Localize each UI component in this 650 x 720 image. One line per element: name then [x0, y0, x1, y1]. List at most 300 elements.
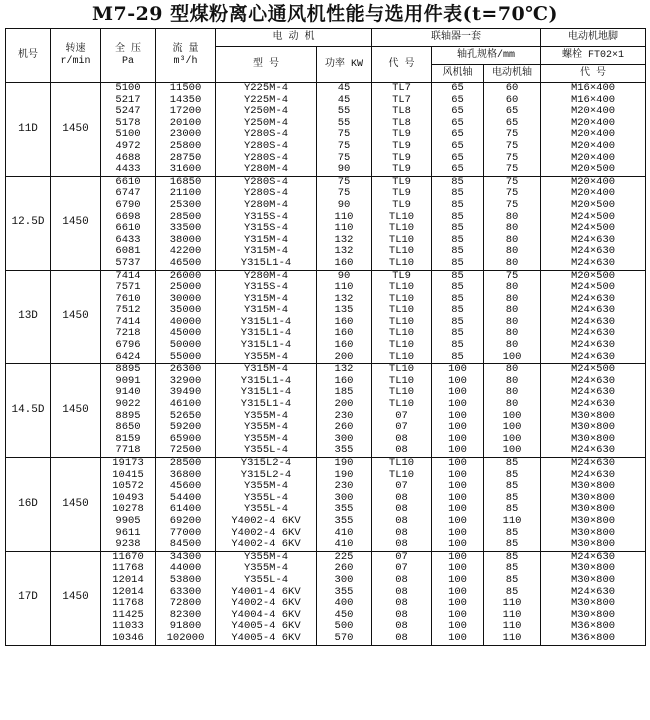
- flow-cell: 26300: [156, 364, 216, 376]
- motor-type-cell: Y315M-4: [216, 246, 317, 258]
- motor-power-cell: 190: [317, 470, 372, 482]
- flow-cell: 46100: [156, 399, 216, 411]
- motor-type-cell: Y280M-4: [216, 270, 317, 282]
- motor-power-cell: 75: [317, 176, 372, 188]
- header-pressure-label: 全 压: [114, 43, 141, 55]
- motor-type-cell: Y280M-4: [216, 200, 317, 212]
- motor-shaft-cell: 85: [484, 528, 541, 540]
- flow-cell: 25800: [156, 141, 216, 153]
- fan-shaft-cell: 100: [432, 633, 484, 645]
- bolt-code-cell: M24×500: [541, 223, 646, 235]
- bolt-code-cell: M24×630: [541, 258, 646, 270]
- motor-type-cell: Y315L1-4: [216, 328, 317, 340]
- motor-type-cell: Y315M-4: [216, 235, 317, 247]
- bolt-code-cell: M24×630: [541, 294, 646, 306]
- table-row: [6, 493, 646, 505]
- pressure-cell: 11670: [101, 551, 156, 563]
- coupling-code-cell: TL10: [372, 212, 432, 224]
- motor-shaft-cell: 80: [484, 223, 541, 235]
- table-row: [6, 352, 646, 364]
- coupling-code-cell: 08: [372, 504, 432, 516]
- header-coupling-code: 代 号: [372, 47, 432, 83]
- pressure-cell: 8159: [101, 434, 156, 446]
- motor-shaft-cell: 85: [484, 458, 541, 470]
- fan-shaft-cell: 100: [432, 493, 484, 505]
- table-row: [6, 575, 646, 587]
- pressure-cell: 9091: [101, 376, 156, 388]
- pressure-cell: 6747: [101, 188, 156, 200]
- motor-type-cell: Y315L1-4: [216, 387, 317, 399]
- motor-type-cell: Y315L1-4: [216, 258, 317, 270]
- pressure-cell: 6610: [101, 176, 156, 188]
- motor-type-cell: Y315L1-4: [216, 376, 317, 388]
- motor-shaft-cell: 75: [484, 153, 541, 165]
- flow-cell: 31600: [156, 164, 216, 176]
- bolt-code-cell: M24×630: [541, 458, 646, 470]
- motor-shaft-cell: 110: [484, 633, 541, 645]
- motor-type-cell: Y355M-4: [216, 563, 317, 575]
- fan-shaft-cell: 100: [432, 376, 484, 388]
- table-row: [6, 445, 646, 457]
- pressure-cell: 7512: [101, 305, 156, 317]
- table-row: [6, 587, 646, 599]
- flow-cell: 102000: [156, 633, 216, 645]
- motor-shaft-cell: 75: [484, 176, 541, 188]
- motor-shaft-cell: 85: [484, 563, 541, 575]
- pressure-cell: 4688: [101, 153, 156, 165]
- table-row: [6, 516, 646, 528]
- motor-shaft-cell: 85: [484, 493, 541, 505]
- bolt-code-cell: M30×800: [541, 411, 646, 423]
- motor-type-cell: Y4005-4 6KV: [216, 621, 317, 633]
- pressure-cell: 12014: [101, 575, 156, 587]
- motor-shaft-cell: 75: [484, 200, 541, 212]
- fan-shaft-cell: 85: [432, 246, 484, 258]
- bolt-code-cell: M24×630: [541, 376, 646, 388]
- flow-cell: 53800: [156, 575, 216, 587]
- fan-shaft-cell: 100: [432, 610, 484, 622]
- table-row: [6, 633, 646, 645]
- flow-cell: 82300: [156, 610, 216, 622]
- table-body: [6, 83, 646, 646]
- motor-shaft-cell: 75: [484, 188, 541, 200]
- fan-shaft-cell: 85: [432, 340, 484, 352]
- bolt-code-cell: M20×500: [541, 270, 646, 282]
- table-row: [6, 153, 646, 165]
- motor-power-cell: 160: [317, 328, 372, 340]
- page-title: M7-29 型煤粉离心通风机性能与选用件表(t=70℃): [91, 3, 559, 25]
- motor-shaft-cell: 60: [484, 83, 541, 95]
- coupling-code-cell: TL10: [372, 305, 432, 317]
- motor-type-cell: Y280M-4: [216, 164, 317, 176]
- fan-shaft-cell: 65: [432, 83, 484, 95]
- fan-shaft-cell: 100: [432, 458, 484, 470]
- fan-shaft-cell: 85: [432, 328, 484, 340]
- pressure-cell: 6610: [101, 223, 156, 235]
- motor-power-cell: 132: [317, 294, 372, 306]
- motor-shaft-cell: 80: [484, 246, 541, 258]
- flow-cell: 38000: [156, 235, 216, 247]
- motor-type-cell: Y4005-4 6KV: [216, 633, 317, 645]
- pressure-cell: 10278: [101, 504, 156, 516]
- pressure-cell: 10493: [101, 493, 156, 505]
- pressure-cell: 8650: [101, 422, 156, 434]
- motor-power-cell: 160: [317, 376, 372, 388]
- motor-shaft-cell: 80: [484, 235, 541, 247]
- motor-power-cell: 55: [317, 118, 372, 130]
- coupling-code-cell: TL10: [372, 328, 432, 340]
- flow-cell: 20100: [156, 118, 216, 130]
- pressure-cell: 10572: [101, 481, 156, 493]
- motor-type-cell: Y355M-4: [216, 434, 317, 446]
- coupling-code-cell: 07: [372, 563, 432, 575]
- flow-cell: 46500: [156, 258, 216, 270]
- fan-shaft-cell: 85: [432, 176, 484, 188]
- motor-shaft-cell: 80: [484, 294, 541, 306]
- model-cell: 17D: [6, 551, 51, 645]
- bolt-code-cell: M30×800: [541, 610, 646, 622]
- motor-power-cell: 410: [317, 539, 372, 551]
- motor-power-cell: 160: [317, 258, 372, 270]
- bolt-code-cell: M20×500: [541, 164, 646, 176]
- coupling-code-cell: TL10: [372, 387, 432, 399]
- table-row: [6, 188, 646, 200]
- header-bolt: 电动机地脚: [541, 29, 646, 47]
- fan-shaft-cell: 100: [432, 587, 484, 599]
- motor-power-cell: 500: [317, 621, 372, 633]
- fan-shaft-cell: 100: [432, 528, 484, 540]
- flow-cell: 55000: [156, 352, 216, 364]
- pressure-cell: 9238: [101, 539, 156, 551]
- fan-shaft-cell: 100: [432, 364, 484, 376]
- table-row: [6, 340, 646, 352]
- coupling-code-cell: 08: [372, 575, 432, 587]
- pressure-cell: 11768: [101, 598, 156, 610]
- motor-power-cell: 75: [317, 141, 372, 153]
- table-row: [6, 129, 646, 141]
- motor-power-cell: 132: [317, 246, 372, 258]
- coupling-code-cell: TL10: [372, 246, 432, 258]
- fan-shaft-cell: 100: [432, 399, 484, 411]
- pressure-cell: 7571: [101, 282, 156, 294]
- flow-cell: 54400: [156, 493, 216, 505]
- coupling-code-cell: 08: [372, 633, 432, 645]
- motor-power-cell: 185: [317, 387, 372, 399]
- pressure-cell: 8895: [101, 364, 156, 376]
- coupling-code-cell: TL9: [372, 129, 432, 141]
- motor-shaft-cell: 80: [484, 317, 541, 329]
- motor-type-cell: Y315L1-4: [216, 399, 317, 411]
- motor-type-cell: Y280S-4: [216, 141, 317, 153]
- motor-power-cell: 410: [317, 528, 372, 540]
- flow-cell: 35000: [156, 305, 216, 317]
- speed-cell: 1450: [51, 176, 101, 270]
- header-flow: [156, 29, 216, 83]
- motor-shaft-cell: 75: [484, 129, 541, 141]
- flow-cell: 45600: [156, 481, 216, 493]
- flow-cell: 91800: [156, 621, 216, 633]
- motor-power-cell: 132: [317, 235, 372, 247]
- bolt-code-cell: M30×800: [541, 493, 646, 505]
- bolt-code-cell: M30×800: [541, 481, 646, 493]
- motor-power-cell: 160: [317, 340, 372, 352]
- header-pressure-unit: Pa: [121, 55, 134, 67]
- fan-shaft-cell: 100: [432, 470, 484, 482]
- pressure-cell: 9140: [101, 387, 156, 399]
- pressure-cell: 6790: [101, 200, 156, 212]
- flow-cell: 72500: [156, 445, 216, 457]
- coupling-code-cell: TL10: [372, 458, 432, 470]
- motor-shaft-cell: 110: [484, 516, 541, 528]
- fan-shaft-cell: 85: [432, 188, 484, 200]
- motor-shaft-cell: 60: [484, 95, 541, 107]
- bolt-code-cell: M36×800: [541, 621, 646, 633]
- speed-cell: 1450: [51, 364, 101, 458]
- motor-type-cell: Y355M-4: [216, 481, 317, 493]
- flow-cell: 30000: [156, 294, 216, 306]
- performance-table: [5, 28, 646, 646]
- flow-cell: 34300: [156, 551, 216, 563]
- motor-power-cell: 45: [317, 83, 372, 95]
- coupling-code-cell: TL10: [372, 470, 432, 482]
- flow-cell: 28500: [156, 212, 216, 224]
- coupling-code-cell: TL8: [372, 106, 432, 118]
- motor-shaft-cell: 80: [484, 364, 541, 376]
- motor-shaft-cell: 80: [484, 212, 541, 224]
- motor-type-cell: Y4004-4 6KV: [216, 610, 317, 622]
- table-row: [6, 364, 646, 376]
- table-row: [6, 563, 646, 575]
- flow-cell: 45000: [156, 328, 216, 340]
- bolt-code-cell: M16×400: [541, 83, 646, 95]
- table-row: [6, 481, 646, 493]
- motor-shaft-cell: 80: [484, 399, 541, 411]
- coupling-code-cell: 08: [372, 539, 432, 551]
- pressure-cell: 19173: [101, 458, 156, 470]
- motor-type-cell: Y315S-4: [216, 223, 317, 235]
- table-row: [6, 294, 646, 306]
- bolt-code-cell: M30×800: [541, 516, 646, 528]
- pressure-cell: 5100: [101, 83, 156, 95]
- speed-cell: 1450: [51, 551, 101, 645]
- fan-shaft-cell: 65: [432, 141, 484, 153]
- bolt-code-cell: M24×630: [541, 340, 646, 352]
- motor-power-cell: 355: [317, 504, 372, 516]
- table-row: [6, 83, 646, 95]
- fan-shaft-cell: 85: [432, 258, 484, 270]
- pressure-cell: 11768: [101, 563, 156, 575]
- fan-shaft-cell: 100: [432, 575, 484, 587]
- flow-cell: 21100: [156, 188, 216, 200]
- header-motor-type: 型 号: [216, 47, 317, 83]
- motor-power-cell: 45: [317, 95, 372, 107]
- coupling-code-cell: 08: [372, 493, 432, 505]
- motor-power-cell: 90: [317, 200, 372, 212]
- header-speed: [51, 29, 101, 83]
- pressure-cell: 7218: [101, 328, 156, 340]
- coupling-code-cell: 08: [372, 621, 432, 633]
- motor-type-cell: Y4002-4 6KV: [216, 598, 317, 610]
- table-row: [6, 387, 646, 399]
- table-row: [6, 235, 646, 247]
- motor-power-cell: 355: [317, 587, 372, 599]
- bolt-code-cell: M20×400: [541, 153, 646, 165]
- motor-shaft-cell: 85: [484, 575, 541, 587]
- flow-cell: 17200: [156, 106, 216, 118]
- bolt-code-cell: M20×400: [541, 141, 646, 153]
- bolt-code-cell: M30×800: [541, 504, 646, 516]
- bolt-code-cell: M16×400: [541, 95, 646, 107]
- table-row: [6, 504, 646, 516]
- pressure-cell: 8895: [101, 411, 156, 423]
- motor-type-cell: Y355M-4: [216, 411, 317, 423]
- fan-shaft-cell: 100: [432, 539, 484, 551]
- flow-cell: 28750: [156, 153, 216, 165]
- flow-cell: 63300: [156, 587, 216, 599]
- flow-cell: 52650: [156, 411, 216, 423]
- coupling-code-cell: 07: [372, 411, 432, 423]
- motor-type-cell: Y355M-4: [216, 551, 317, 563]
- pressure-cell: 6424: [101, 352, 156, 364]
- motor-shaft-cell: 85: [484, 481, 541, 493]
- bolt-code-cell: M30×800: [541, 434, 646, 446]
- table-row: [6, 598, 646, 610]
- motor-type-cell: Y280S-4: [216, 153, 317, 165]
- bolt-code-cell: M30×800: [541, 575, 646, 587]
- fan-shaft-cell: 100: [432, 621, 484, 633]
- motor-power-cell: 160: [317, 317, 372, 329]
- table-row: [6, 422, 646, 434]
- coupling-code-cell: 07: [372, 551, 432, 563]
- pressure-cell: 4433: [101, 164, 156, 176]
- header-motor: 电 动 机: [216, 29, 372, 47]
- table-row: [6, 246, 646, 258]
- fan-shaft-cell: 85: [432, 200, 484, 212]
- flow-cell: 23000: [156, 129, 216, 141]
- flow-cell: 36800: [156, 470, 216, 482]
- motor-shaft-cell: 80: [484, 387, 541, 399]
- header-pressure: [101, 29, 156, 83]
- motor-type-cell: Y315L2-4: [216, 458, 317, 470]
- motor-power-cell: 230: [317, 411, 372, 423]
- coupling-code-cell: TL10: [372, 258, 432, 270]
- coupling-code-cell: 08: [372, 434, 432, 446]
- bolt-code-cell: M20×400: [541, 106, 646, 118]
- motor-power-cell: 75: [317, 153, 372, 165]
- motor-power-cell: 110: [317, 282, 372, 294]
- bolt-code-cell: M24×500: [541, 212, 646, 224]
- table-row: [6, 610, 646, 622]
- table-row: [6, 305, 646, 317]
- flow-cell: 65900: [156, 434, 216, 446]
- pressure-cell: 4972: [101, 141, 156, 153]
- coupling-code-cell: 08: [372, 598, 432, 610]
- fan-shaft-cell: 100: [432, 551, 484, 563]
- fan-shaft-cell: 85: [432, 223, 484, 235]
- motor-power-cell: 300: [317, 575, 372, 587]
- coupling-code-cell: TL7: [372, 95, 432, 107]
- bolt-code-cell: M30×800: [541, 539, 646, 551]
- header-motor-shaft: 电动机轴: [484, 65, 541, 83]
- flow-cell: 16850: [156, 176, 216, 188]
- fan-shaft-cell: 85: [432, 352, 484, 364]
- pressure-cell: 6698: [101, 212, 156, 224]
- motor-type-cell: Y315S-4: [216, 282, 317, 294]
- motor-shaft-cell: 85: [484, 539, 541, 551]
- bolt-code-cell: M30×800: [541, 563, 646, 575]
- header-bore: 轴孔规格/mm: [432, 47, 541, 65]
- coupling-code-cell: TL10: [372, 340, 432, 352]
- coupling-code-cell: TL9: [372, 153, 432, 165]
- header-speed-unit: r/min: [60, 55, 91, 67]
- motor-shaft-cell: 110: [484, 610, 541, 622]
- coupling-code-cell: TL9: [372, 270, 432, 282]
- table-row: [6, 118, 646, 130]
- flow-cell: 77000: [156, 528, 216, 540]
- pressure-cell: 5737: [101, 258, 156, 270]
- pressure-cell: 7718: [101, 445, 156, 457]
- fan-shaft-cell: 85: [432, 317, 484, 329]
- model-cell: 16D: [6, 458, 51, 552]
- motor-type-cell: Y280S-4: [216, 129, 317, 141]
- flow-cell: 33500: [156, 223, 216, 235]
- fan-shaft-cell: 100: [432, 387, 484, 399]
- motor-shaft-cell: 85: [484, 504, 541, 516]
- header-bolt-code: 代 号: [541, 65, 646, 83]
- flow-cell: 26000: [156, 270, 216, 282]
- table-row: [6, 376, 646, 388]
- motor-shaft-cell: 100: [484, 352, 541, 364]
- coupling-code-cell: 08: [372, 445, 432, 457]
- model-cell: 12.5D: [6, 176, 51, 270]
- motor-type-cell: Y355L-4: [216, 493, 317, 505]
- motor-shaft-cell: 85: [484, 587, 541, 599]
- motor-power-cell: 400: [317, 598, 372, 610]
- coupling-code-cell: TL9: [372, 176, 432, 188]
- header-motor-power: 功率 KW: [317, 47, 372, 83]
- flow-cell: 42200: [156, 246, 216, 258]
- motor-shaft-cell: 100: [484, 434, 541, 446]
- header-flow-label: 流 量: [172, 43, 199, 55]
- table-row: [6, 212, 646, 224]
- bolt-code-cell: M30×800: [541, 528, 646, 540]
- coupling-code-cell: TL7: [372, 83, 432, 95]
- motor-power-cell: 260: [317, 563, 372, 575]
- header-speed-label: 转速: [65, 43, 86, 55]
- motor-type-cell: Y250M-4: [216, 118, 317, 130]
- bolt-code-cell: M24×630: [541, 235, 646, 247]
- coupling-code-cell: TL8: [372, 118, 432, 130]
- motor-power-cell: 450: [317, 610, 372, 622]
- motor-shaft-cell: 110: [484, 598, 541, 610]
- coupling-code-cell: TL9: [372, 200, 432, 212]
- flow-cell: 32900: [156, 376, 216, 388]
- pressure-cell: 7414: [101, 317, 156, 329]
- bolt-code-cell: M24×630: [541, 305, 646, 317]
- motor-shaft-cell: 75: [484, 270, 541, 282]
- bolt-code-cell: M24×630: [541, 387, 646, 399]
- fan-shaft-cell: 65: [432, 153, 484, 165]
- table-row: [6, 434, 646, 446]
- motor-type-cell: Y4002-4 6KV: [216, 516, 317, 528]
- pressure-cell: 5100: [101, 129, 156, 141]
- fan-shaft-cell: 65: [432, 164, 484, 176]
- table-row: [6, 106, 646, 118]
- motor-power-cell: 75: [317, 188, 372, 200]
- motor-shaft-cell: 65: [484, 118, 541, 130]
- motor-power-cell: 135: [317, 305, 372, 317]
- bolt-code-cell: M20×400: [541, 188, 646, 200]
